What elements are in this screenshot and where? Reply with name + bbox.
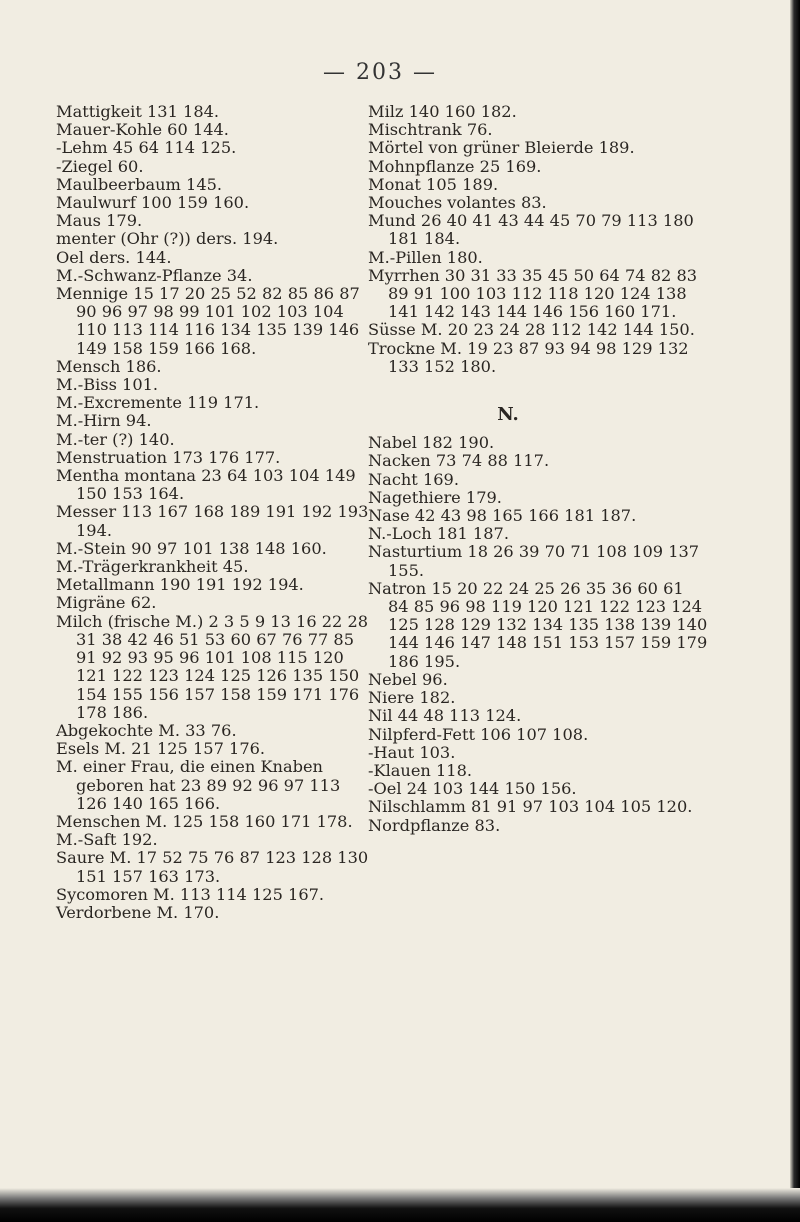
index-entry: Nabel 182 190. [368, 433, 495, 453]
index-entry: Nilschlamm 81 91 97 103 104 105 120. [368, 797, 693, 817]
index-entry: -Haut 103. [368, 742, 456, 762]
index-entry: -Ziegel 60. [56, 156, 144, 176]
index-entry: Messer 113 167 168 189 191 192 193 194. [56, 502, 369, 540]
index-entry: Nasturtium 18 26 39 70 71 108 109 137 155. [368, 542, 700, 580]
index-entry: Verdorbene M. 170. [56, 902, 220, 922]
index-entry: M.-Stein 90 97 101 138 148 160. [56, 538, 327, 558]
page-number: — 203 — [323, 60, 437, 85]
index-entry: Niere 182. [368, 688, 456, 708]
index-entry: Abgekochte M. 33 76. [56, 720, 237, 740]
index-entry: Milz 140 160 182. [368, 102, 517, 121]
index-entry: Mund 26 40 41 43 44 45 70 79 113 180 181 184. [368, 211, 694, 249]
index-entry: Menschen M. 125 158 160 171 178. [56, 811, 353, 831]
index-entry: -Klauen 118. [368, 760, 473, 780]
index-entry: M.-ter (?) 140. [56, 429, 175, 449]
section-letter: N. [497, 404, 519, 426]
index-entry: Süsse M. 20 23 24 28 112 142 144 150. [368, 320, 695, 340]
index-column-left [56, 103, 376, 922]
index-entry: Mensch 186. [56, 356, 162, 376]
index-entry: Maulwurf 100 159 160. [56, 193, 250, 213]
index-entry: Nordpflanze 83. [368, 815, 501, 835]
index-entry: Mouches volantes 83. [368, 193, 547, 213]
index-entry: M.-Schwanz-Pflanze 34. [56, 265, 253, 285]
index-entry: M.-Biss 101. [56, 375, 159, 395]
index-entry: Maus 179. [56, 211, 143, 231]
index-entry: M.-Trägerkrankheit 45. [56, 557, 249, 577]
index-entry: Mischtrank 76. [368, 120, 493, 140]
index-entry: Mauer-Kohle 60 144. [56, 120, 229, 140]
index-entry: Saure M. 17 52 75 76 87 123 128 130 151 157 163 173. [56, 848, 369, 886]
index-entry: Nacht 169. [368, 469, 459, 489]
index-entry: Nase 42 43 98 165 166 181 187. [368, 506, 637, 526]
index-column-right [368, 103, 708, 835]
index-entry: Maulbeerbaum 145. [56, 174, 223, 194]
index-entry: Menstruation 173 176 177. [56, 447, 281, 467]
page-edge-bottom [0, 1188, 800, 1222]
index-entry: -Lehm 45 64 114 125. [56, 138, 237, 158]
index-entry: menter (Ohr (?)) ders. 194. [56, 229, 279, 249]
index-entry: Nilpferd-Fett 106 107 108. [368, 724, 589, 744]
index-entry: Mörtel von grüner Bleierde 189. [368, 138, 635, 158]
index-entry: Mattigkeit 131 184. [56, 102, 220, 121]
index-entry: Migräne 62. [56, 593, 157, 613]
index-entry: M.-Pillen 180. [368, 247, 483, 267]
index-entry: Natron 15 20 22 24 25 26 35 36 60 61 84 85 96 98 119 120 121 122 123 124 125 128 129 132 134 135 138 139 140 144 146 147 148 151 153 157 159 179 186 195. [368, 578, 708, 671]
index-entry: Oel ders. 144. [56, 247, 172, 267]
index-entry: M. einer Frau, die einen Knaben geboren hat 23 89 92 96 97 113 126 140 165 166. [56, 757, 341, 813]
index-entry: Nil 44 48 113 124. [368, 706, 522, 726]
index-entry: Monat 105 189. [368, 174, 499, 194]
index-entry: Metallmann 190 191 192 194. [56, 575, 304, 595]
index-entry: Mennige 15 17 20 25 52 82 85 86 87 90 96 97 98 99 101 102 103 104 110 113 114 116 134 135 139 146 149 158 159 166 168. [56, 284, 360, 358]
index-entry: M.-Hirn 94. [56, 411, 152, 431]
index-entry: -Oel 24 103 144 150 156. [368, 779, 577, 799]
index-entry: Myrrhen 30 31 33 35 45 50 64 74 82 83 89 91 100 103 112 118 120 124 138 141 142 143 144 146 156 160 171. [368, 265, 698, 322]
index-entry: Mentha montana 23 64 103 104 149 150 153 164. [56, 466, 356, 504]
index-entry: Nagethiere 179. [368, 487, 502, 507]
index-entry: Milch (frische M.) 2 3 5 9 13 16 22 28 31 38 42 46 51 53 60 67 76 77 85 91 92 93 95 96 101 108 115 120 121 122 123 124 125 126 135 150 154 155 156 157 158 159 171 176 178 186. [56, 611, 369, 722]
index-entry: Esels M. 21 125 157 176. [56, 739, 266, 759]
index-entry: Trockne M. 19 23 87 93 94 98 129 132 133 152 180. [368, 338, 689, 376]
index-entry: Nebel 96. [368, 669, 448, 689]
index-entry: M.-Excremente 119 171. [56, 393, 260, 413]
index-entry: Nacken 73 74 88 117. [368, 451, 550, 471]
page-edge-right [790, 0, 800, 1222]
index-entry: Sycomoren M. 113 114 125 167. [56, 884, 325, 904]
index-entry: M.-Saft 192. [56, 830, 158, 850]
index-entry: N.-Loch 181 187. [368, 524, 509, 544]
index-entry: Mohnpflanze 25 169. [368, 156, 542, 176]
